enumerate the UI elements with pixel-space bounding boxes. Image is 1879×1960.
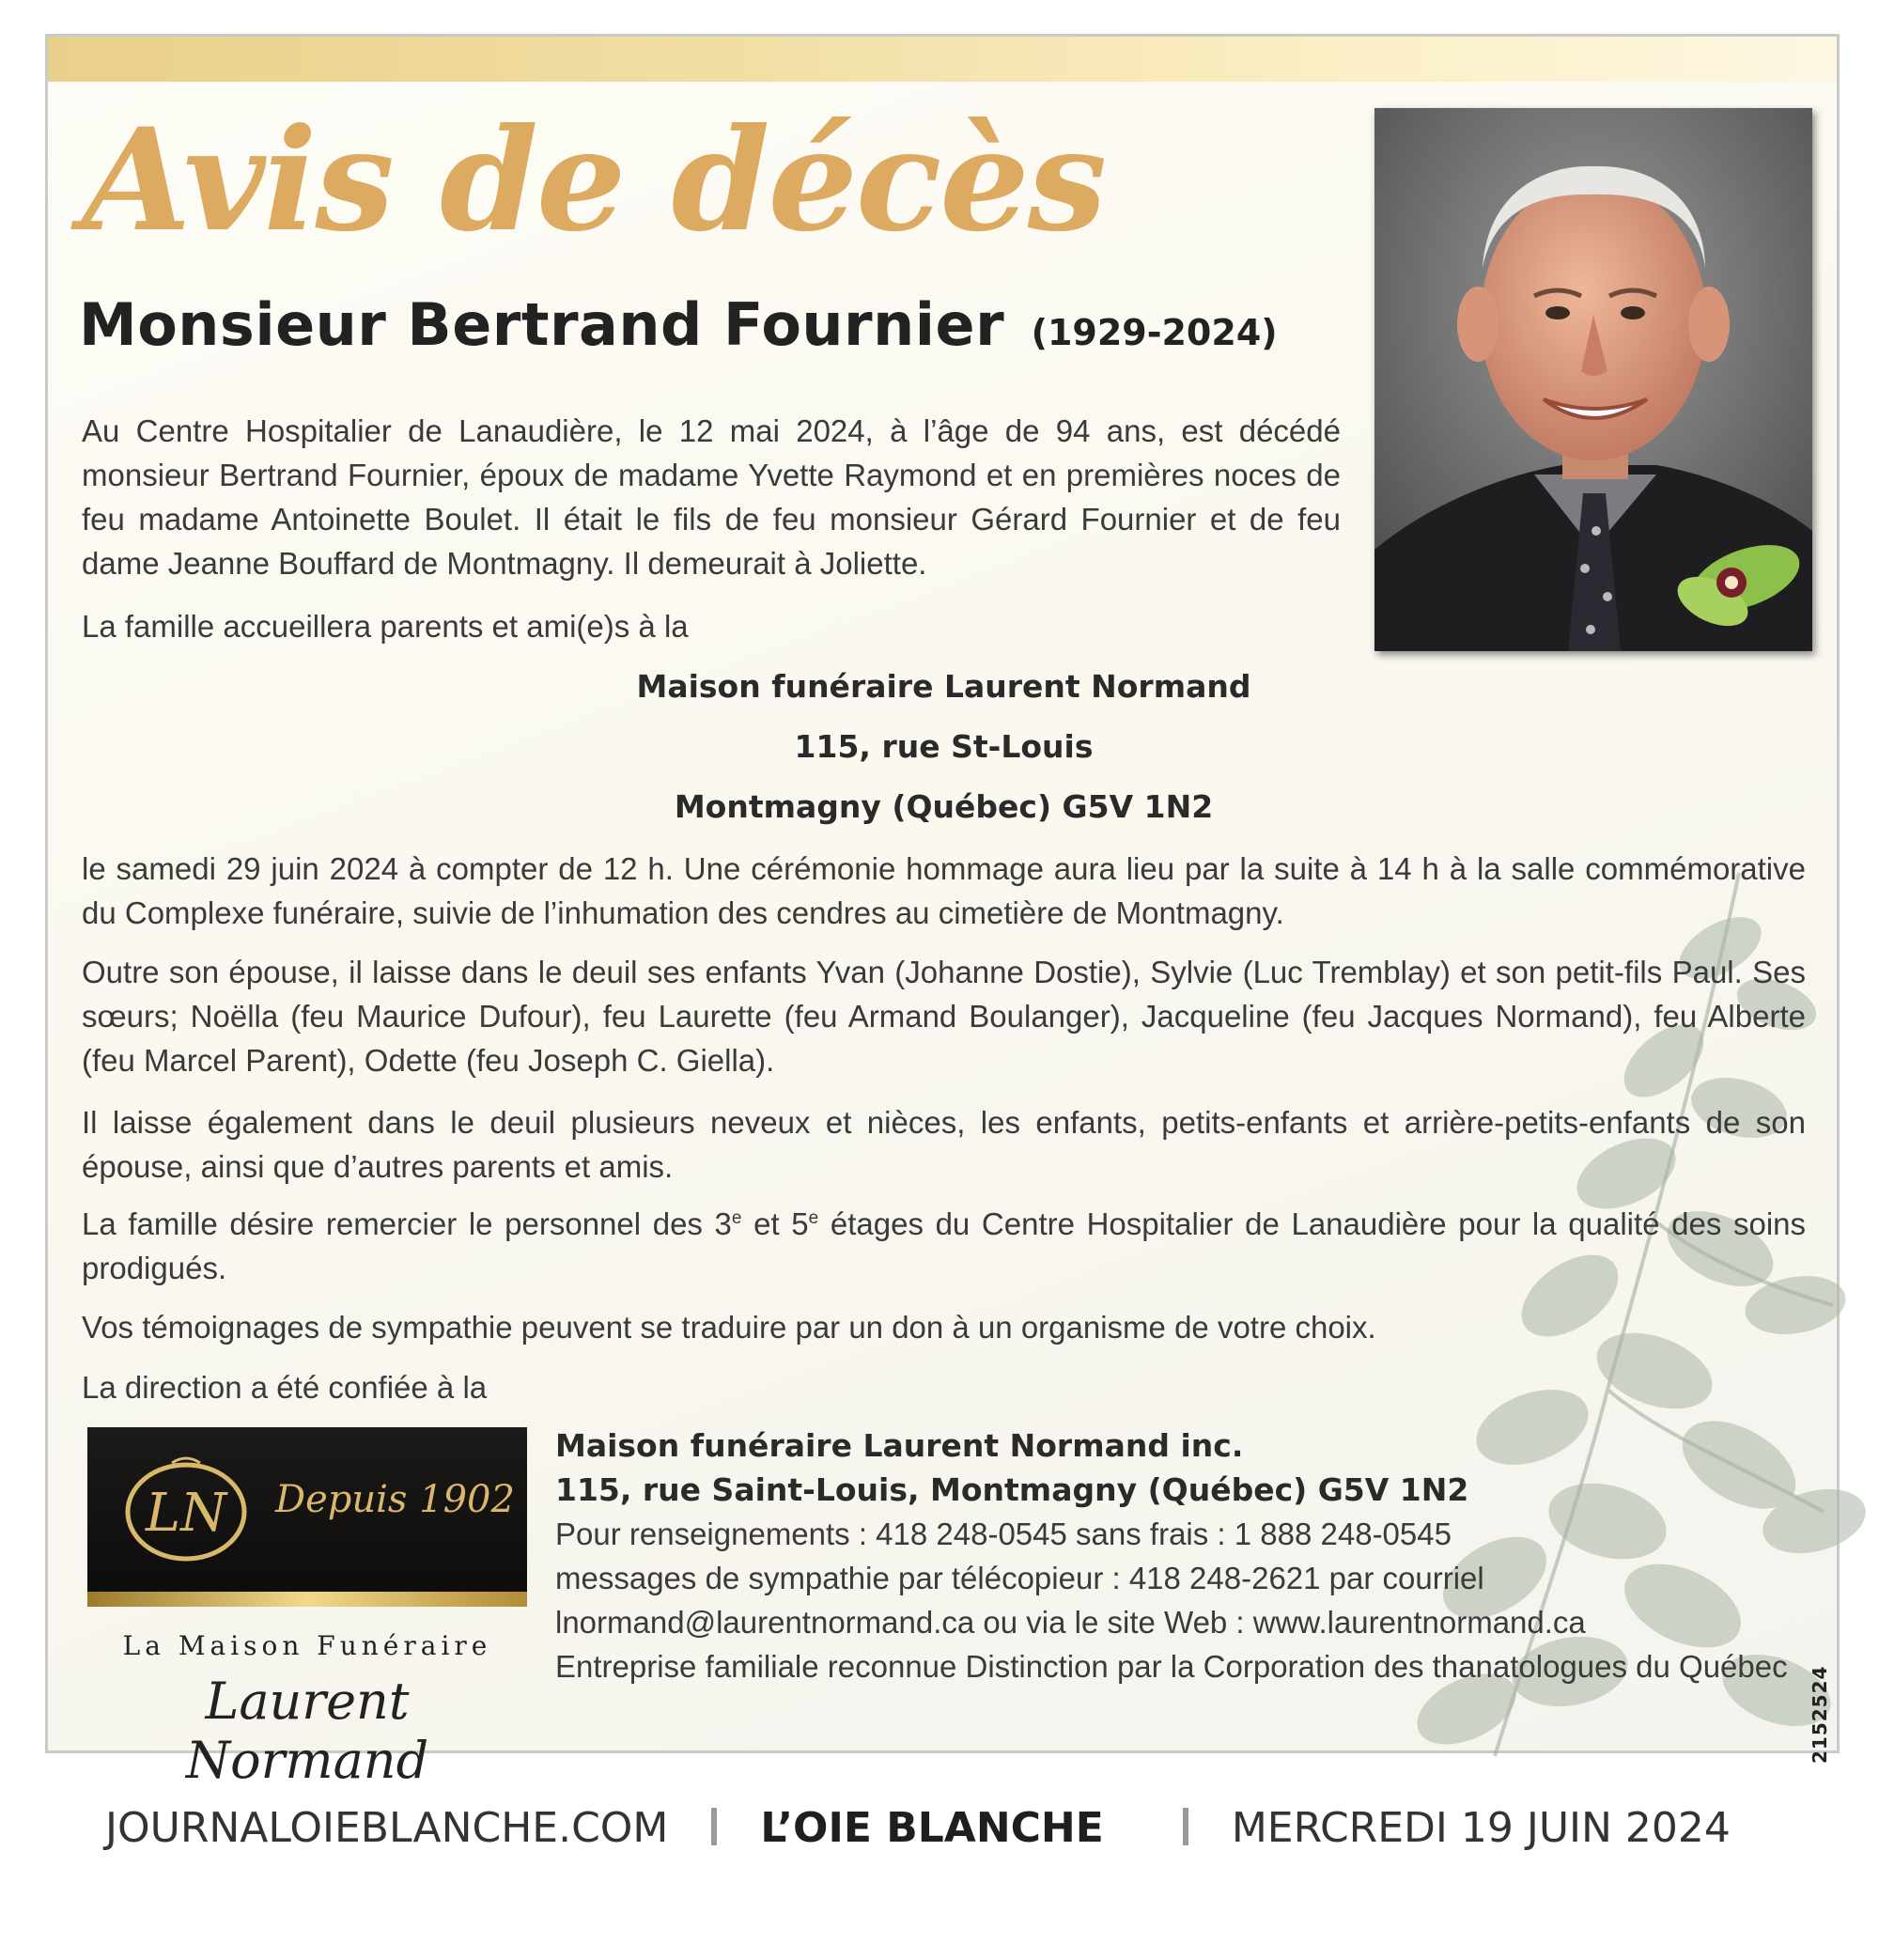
paragraph-death-announcement: Au Centre Hospitalier de Lanaudière, le 12 mai 2024, à l’âge de 94 ans, est décédé monsieur Bertrand Fournier, époux de madame Yvette Raymond et en premières noces de feu madame Antoinette Boulet. Il était le fils de feu monsieur Gérard Fournier et de feu dame Jeanne Bouffard de Montmagny. Il demeurait à Joliette. — [82, 413, 1341, 581]
monogram-text: LN — [145, 1483, 227, 1544]
footer-date: MERCREDI 19 JUIN 2024 — [1231, 1804, 1731, 1852]
thanks-text-end: étages du Centre Hospitalier de Lanaudière pour la qualité des soins prodigués. — [82, 1206, 1807, 1285]
funeral-home-contact — [555, 1423, 1805, 1688]
logo-gold-bar — [87, 1592, 527, 1607]
paragraph-relatives: Il laisse également dans le deuil plusieurs neveux et nièces, les enfants, petits-enfants et arrière-petits-enfants de son épouse, ainsi que d’autres parents et amis. — [82, 1105, 1806, 1184]
deceased-name: Monsieur Bertrand Fournier — [79, 290, 1005, 359]
funeral-home-logo — [87, 1427, 527, 1592]
footer-separator — [1183, 1808, 1188, 1845]
newspaper-footer — [105, 1804, 1731, 1852]
venue-city: Montmagny (Québec) G5V 1N2 — [674, 788, 1214, 825]
logo-caption: La Maison Funéraire — [122, 1630, 492, 1661]
paragraph-thanks — [82, 1202, 1806, 1290]
contact-distinction: Entreprise familiale reconnue Distinction par la Corporation des thanatologues du Québec — [555, 1649, 1788, 1684]
thanks-text-start: La famille désire remercier le personnel des 3 — [82, 1206, 732, 1241]
paragraph-family: Outre son épouse, il laisse dans le deuil ses enfants Yvan (Johanne Dostie), Sylvie (Luc Tremblay) et son petit-fils Paul. Ses sœurs; Noëlla (feu Maurice Dufour), feu Laurette (feu Armand Boulanger), Jacqueline (feu Jacques Normand), feu Alberte (feu Marcel Parent), Odette (feu Joseph C. Giella). — [82, 955, 1806, 1078]
venue-name: Maison funéraire Laurent Normand — [636, 668, 1251, 705]
footer-separator — [711, 1808, 717, 1845]
deceased-heading — [79, 290, 1278, 359]
venue-street: 115, rue St-Louis — [794, 728, 1094, 765]
paragraph-ceremony: le samedi 29 juin 2024 à compter de 12 h. Une cérémonie hommage aura lieu par la suite à 14 h à la salle commémorative du Complexe funéraire, suivie de l’inhumation des cendres au cimetière de Montmagny. — [82, 851, 1806, 930]
obituary-notice — [45, 34, 1840, 1790]
thanks-text-middle: et 5 — [741, 1206, 809, 1241]
ordinal-suffix: e — [731, 1208, 742, 1228]
ordinal-suffix: e — [808, 1208, 819, 1228]
footer-newspaper-name: L’OIE BLANCHE — [760, 1804, 1104, 1852]
gold-header-band — [48, 37, 1837, 82]
contact-fax: messages de sympathie par télécopieur : 418 248-2621 par courriel — [555, 1561, 1484, 1595]
portrait-photo — [1374, 108, 1812, 651]
notice-title: Avis de décès — [82, 98, 1106, 263]
contact-phone: Pour renseignements : 418 248-0545 sans frais : 1 888 248-0545 — [555, 1517, 1452, 1551]
deceased-dates: (1929-2024) — [1031, 312, 1278, 353]
logo-script-name: Laurent Normand — [185, 1672, 429, 1790]
ad-reference-number: 2152524 — [1809, 1665, 1831, 1764]
paragraph-visitation-intro: La famille accueillera parents et ami(e)s à la — [82, 609, 689, 644]
paragraph-donations: Vos témoignages de sympathie peuvent se traduire par un don à un organisme de votre choix. — [82, 1310, 1376, 1345]
contact-address: 115, rue Saint-Louis, Montmagny (Québec) G5V 1N2 — [555, 1471, 1469, 1508]
paragraph-direction: La direction a été confiée à la — [82, 1370, 488, 1405]
ln-monogram-logo — [116, 1448, 256, 1570]
contact-email-web: lnormand@laurentnormand.ca ou via le site Web : www.laurentnormand.ca — [555, 1605, 1586, 1640]
contact-company-name: Maison funéraire Laurent Normand inc. — [555, 1427, 1244, 1464]
logo-since-text: Depuis 1902 — [275, 1478, 515, 1521]
footer-website: JOURNALOIEBLANCHE.COM — [105, 1804, 669, 1852]
